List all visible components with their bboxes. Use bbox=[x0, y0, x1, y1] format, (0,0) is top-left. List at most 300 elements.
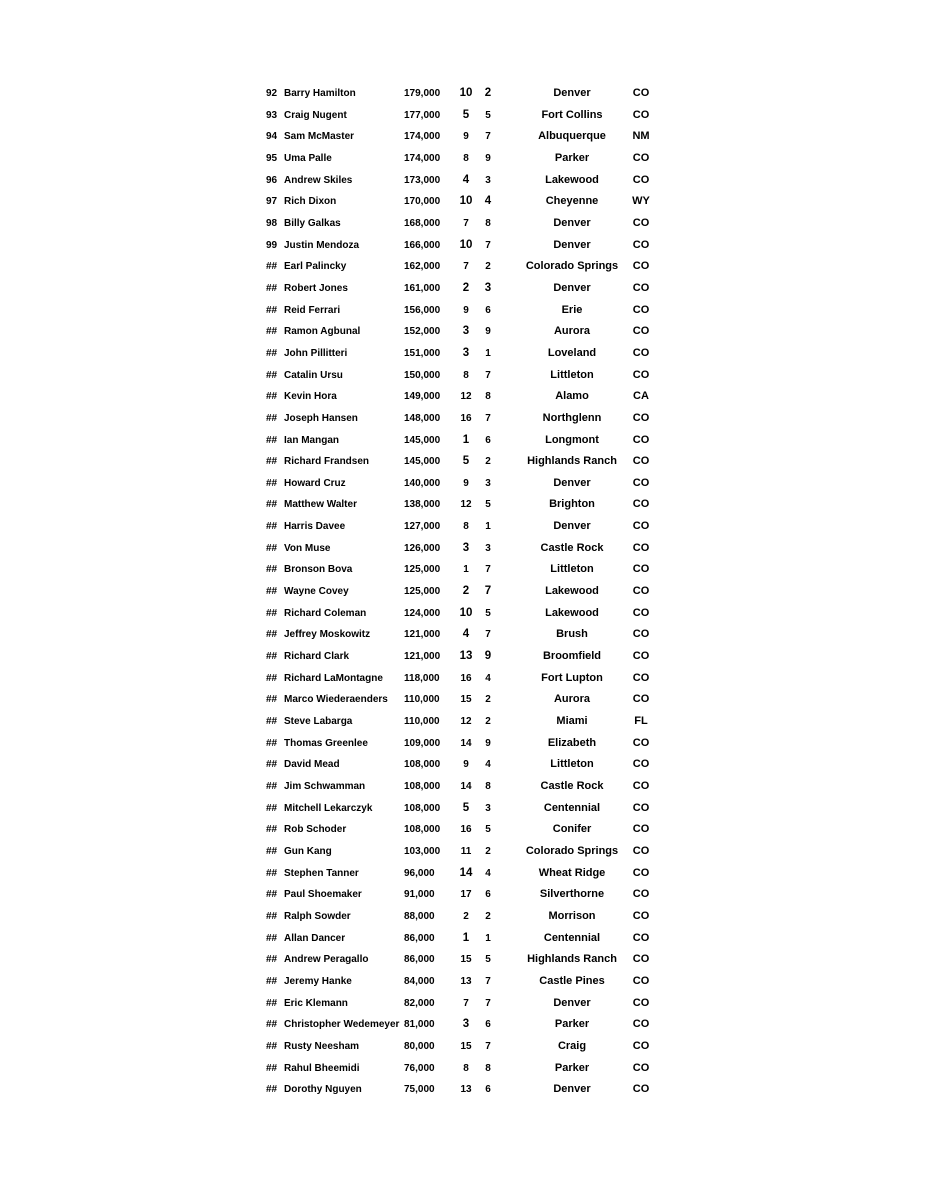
table-row bbox=[0, 971, 927, 993]
name-cell: Kevin Hora bbox=[284, 391, 337, 403]
count-b-cell: 2 bbox=[485, 910, 491, 922]
count-b-cell: 8 bbox=[485, 781, 491, 792]
rank-cell: ## bbox=[266, 629, 278, 641]
count-a-cell: 10 bbox=[459, 195, 473, 208]
city-cell: Highlands Ranch bbox=[527, 953, 617, 966]
name-cell: Barry Hamilton bbox=[284, 88, 356, 99]
table-row bbox=[0, 711, 927, 733]
amount-cell: 138,000 bbox=[404, 499, 441, 511]
count-a-cell: 7 bbox=[463, 217, 469, 229]
count-b-cell: 2 bbox=[485, 845, 491, 857]
amount-cell: 81,000 bbox=[404, 1019, 435, 1031]
count-b-cell: 7 bbox=[485, 412, 491, 424]
count-b-cell: 7 bbox=[485, 1040, 491, 1052]
count-b-cell: 8 bbox=[485, 1062, 491, 1074]
count-b-cell: 1 bbox=[485, 521, 491, 533]
count-a-cell: 9 bbox=[463, 759, 469, 771]
count-a-cell: 12 bbox=[460, 499, 472, 511]
rank-cell: ## bbox=[266, 477, 278, 489]
count-a-cell: 17 bbox=[460, 889, 472, 901]
state-cell: CO bbox=[632, 455, 650, 468]
ranking-table bbox=[0, 83, 927, 1101]
rank-cell: ## bbox=[266, 997, 278, 1009]
amount-cell: 96,000 bbox=[404, 867, 435, 879]
state-cell: CO bbox=[632, 563, 650, 576]
state-cell: CO bbox=[632, 433, 650, 446]
name-cell: Marco Wiederaenders bbox=[284, 694, 388, 706]
rank-cell: 94 bbox=[266, 131, 278, 143]
city-cell: Alamo bbox=[555, 390, 589, 403]
table-row bbox=[0, 386, 927, 408]
name-cell: Andrew Peragallo bbox=[284, 954, 369, 966]
count-b-cell: 6 bbox=[485, 434, 491, 446]
count-a-cell: 4 bbox=[462, 173, 470, 186]
name-cell: David Mead bbox=[284, 759, 340, 771]
name-cell: Stephen Tanner bbox=[284, 867, 359, 879]
count-a-cell: 2 bbox=[462, 585, 470, 598]
amount-cell: 91,000 bbox=[404, 889, 435, 901]
name-cell: Reid Ferrari bbox=[284, 304, 341, 316]
count-b-cell: 1 bbox=[485, 932, 491, 944]
count-a-cell: 1 bbox=[462, 931, 470, 944]
state-cell: CO bbox=[632, 736, 650, 749]
state-cell: CO bbox=[632, 1018, 650, 1031]
name-cell: Allan Dancer bbox=[284, 932, 346, 944]
count-b-cell: 7 bbox=[485, 239, 491, 251]
rank-cell: ## bbox=[266, 456, 278, 468]
count-a-cell: 16 bbox=[460, 412, 472, 424]
state-cell: CO bbox=[632, 953, 650, 966]
amount-cell: 88,000 bbox=[404, 910, 435, 922]
table-row bbox=[0, 538, 927, 560]
rank-cell: ## bbox=[266, 434, 278, 446]
state-cell: FL bbox=[634, 715, 648, 728]
count-b-cell: 1 bbox=[485, 347, 491, 359]
amount-cell: 118,000 bbox=[404, 672, 440, 684]
name-cell: Steve Labarga bbox=[284, 716, 353, 728]
table-row bbox=[0, 733, 927, 755]
table-row bbox=[0, 343, 927, 365]
count-b-cell: 7 bbox=[485, 629, 491, 641]
city-cell: Elizabeth bbox=[547, 736, 597, 749]
city-cell: Denver bbox=[553, 476, 591, 489]
amount-cell: 75,000 bbox=[404, 1084, 435, 1096]
count-b-cell: 7 bbox=[485, 997, 491, 1009]
city-cell: Colorado Springs bbox=[525, 844, 619, 857]
amount-cell: 108,000 bbox=[404, 824, 441, 836]
city-cell: Centennial bbox=[543, 931, 601, 944]
count-b-cell: 4 bbox=[485, 672, 491, 684]
table-row bbox=[0, 819, 927, 841]
amount-cell: 149,000 bbox=[404, 391, 441, 403]
city-cell: Castle Rock bbox=[540, 541, 604, 554]
rank-cell: ## bbox=[266, 1062, 278, 1074]
name-cell: Mitchell Lekarczyk bbox=[284, 802, 373, 814]
name-cell: Harris Davee bbox=[284, 521, 346, 533]
city-cell: Fort Lupton bbox=[541, 671, 603, 684]
count-b-cell: 7 bbox=[485, 131, 491, 143]
rank-cell: ## bbox=[266, 542, 278, 554]
state-cell: CO bbox=[632, 303, 650, 316]
amount-cell: 80,000 bbox=[404, 1040, 435, 1052]
table-row bbox=[0, 689, 927, 711]
count-a-cell: 11 bbox=[460, 845, 472, 857]
rank-cell: ## bbox=[266, 347, 278, 359]
city-cell: Brush bbox=[556, 628, 588, 641]
name-cell: Rich Dixon bbox=[284, 196, 337, 208]
name-cell: Richard LaMontagne bbox=[284, 672, 383, 684]
amount-cell: 145,000 bbox=[404, 456, 441, 468]
amount-cell: 108,000 bbox=[404, 781, 441, 792]
name-cell: Joseph Hansen bbox=[284, 412, 358, 424]
count-b-cell: 7 bbox=[485, 564, 491, 576]
name-cell: Christopher Wedemeyer bbox=[284, 1019, 400, 1031]
state-cell: CO bbox=[632, 758, 650, 771]
count-a-cell: 5 bbox=[462, 108, 470, 121]
city-cell: Denver bbox=[553, 281, 591, 294]
state-cell: CA bbox=[633, 390, 649, 403]
name-cell: Billy Galkas bbox=[284, 217, 341, 229]
state-cell: CO bbox=[632, 931, 650, 944]
name-cell: Rahul Bheemidi bbox=[284, 1062, 360, 1074]
name-cell: Ian Mangan bbox=[284, 434, 340, 446]
name-cell: Bronson Bova bbox=[284, 564, 353, 576]
rank-cell: ## bbox=[266, 1019, 278, 1031]
amount-cell: 151,000 bbox=[404, 347, 441, 359]
state-cell: CO bbox=[632, 1061, 650, 1074]
city-cell: Brighton bbox=[549, 498, 595, 511]
city-cell: Aurora bbox=[553, 325, 591, 338]
name-cell: Howard Cruz bbox=[284, 477, 346, 489]
table-row bbox=[0, 1058, 927, 1080]
count-b-cell: 7 bbox=[485, 369, 491, 381]
state-cell: CO bbox=[632, 541, 650, 554]
count-b-cell: 5 bbox=[485, 499, 491, 511]
amount-cell: 173,000 bbox=[404, 174, 441, 186]
count-b-cell: 3 bbox=[485, 542, 491, 554]
count-a-cell: 14 bbox=[459, 866, 473, 879]
amount-cell: 145,000 bbox=[404, 434, 441, 446]
table-row bbox=[0, 300, 927, 322]
table-row bbox=[0, 798, 927, 820]
table-row bbox=[0, 646, 927, 668]
table-row bbox=[0, 83, 927, 105]
count-a-cell: 15 bbox=[460, 1040, 472, 1052]
rank-cell: ## bbox=[266, 651, 278, 663]
table-row bbox=[0, 321, 927, 343]
name-cell: Gun Kang bbox=[284, 845, 332, 857]
city-cell: Denver bbox=[553, 87, 591, 99]
amount-cell: 174,000 bbox=[404, 131, 441, 143]
city-cell: Longmont bbox=[545, 433, 599, 446]
table-row bbox=[0, 559, 927, 581]
rank-cell: ## bbox=[266, 672, 278, 684]
count-a-cell: 3 bbox=[462, 1018, 470, 1031]
count-b-cell: 2 bbox=[485, 261, 491, 273]
count-b-cell: 8 bbox=[485, 217, 491, 229]
city-cell: Wheat Ridge bbox=[538, 866, 606, 879]
name-cell: Richard Clark bbox=[284, 651, 350, 663]
city-cell: Morrison bbox=[548, 909, 596, 922]
city-cell: Castle Rock bbox=[540, 780, 604, 792]
amount-cell: 179,000 bbox=[404, 88, 441, 99]
state-cell: CO bbox=[632, 671, 650, 684]
name-cell: Dorothy Nguyen bbox=[284, 1084, 362, 1096]
amount-cell: 124,000 bbox=[404, 607, 441, 619]
count-b-cell: 9 bbox=[485, 326, 491, 338]
count-b-cell: 4 bbox=[484, 195, 492, 208]
count-b-cell: 3 bbox=[485, 802, 491, 814]
count-a-cell: 16 bbox=[460, 824, 472, 836]
count-a-cell: 12 bbox=[460, 716, 472, 728]
count-a-cell: 9 bbox=[463, 131, 469, 143]
count-a-cell: 14 bbox=[460, 737, 472, 749]
state-cell: CO bbox=[632, 996, 650, 1009]
city-cell: Conifer bbox=[552, 823, 592, 836]
rank-cell: ## bbox=[266, 694, 278, 706]
table-row bbox=[0, 235, 927, 257]
name-cell: Craig Nugent bbox=[284, 109, 347, 121]
amount-cell: 174,000 bbox=[404, 152, 441, 164]
rank-cell: ## bbox=[266, 391, 278, 403]
city-cell: Denver bbox=[553, 520, 591, 533]
count-b-cell: 5 bbox=[485, 607, 491, 619]
table-row bbox=[0, 105, 927, 127]
state-cell: CO bbox=[632, 780, 650, 792]
state-cell: CO bbox=[632, 693, 650, 706]
state-cell: CO bbox=[632, 238, 650, 251]
count-b-cell: 5 bbox=[485, 954, 491, 966]
state-cell: CO bbox=[632, 151, 650, 164]
city-cell: Littleton bbox=[550, 758, 594, 771]
rank-cell: ## bbox=[266, 369, 278, 381]
name-cell: Andrew Skiles bbox=[284, 174, 353, 186]
count-a-cell: 14 bbox=[460, 781, 472, 792]
table-row bbox=[0, 126, 927, 148]
count-a-cell: 13 bbox=[460, 975, 472, 987]
count-a-cell: 3 bbox=[462, 541, 470, 554]
state-cell: CO bbox=[632, 108, 650, 121]
table-row bbox=[0, 603, 927, 625]
count-b-cell: 5 bbox=[485, 109, 491, 121]
name-cell: Richard Coleman bbox=[284, 607, 367, 619]
count-a-cell: 8 bbox=[463, 1062, 469, 1074]
table-row bbox=[0, 581, 927, 603]
table-row bbox=[0, 148, 927, 170]
name-cell: Jeremy Hanke bbox=[284, 975, 352, 987]
name-cell: Rusty Neesham bbox=[284, 1040, 360, 1052]
table-row bbox=[0, 213, 927, 235]
table-row bbox=[0, 668, 927, 690]
count-b-cell: 6 bbox=[485, 889, 491, 901]
rank-cell: ## bbox=[266, 910, 278, 922]
amount-cell: 166,000 bbox=[404, 239, 441, 251]
state-cell: CO bbox=[632, 1083, 650, 1096]
count-a-cell: 7 bbox=[463, 997, 469, 1009]
amount-cell: 103,000 bbox=[404, 845, 441, 857]
table-row bbox=[0, 863, 927, 885]
amount-cell: 110,000 bbox=[404, 716, 440, 728]
rank-cell: ## bbox=[266, 607, 278, 619]
name-cell: Ralph Sowder bbox=[284, 910, 351, 922]
amount-cell: 161,000 bbox=[404, 282, 441, 294]
city-cell: Silverthorne bbox=[539, 888, 605, 901]
count-b-cell: 6 bbox=[485, 304, 491, 316]
rank-cell: ## bbox=[266, 716, 278, 728]
amount-cell: 150,000 bbox=[404, 369, 441, 381]
count-a-cell: 3 bbox=[462, 346, 470, 359]
rank-cell: ## bbox=[266, 824, 278, 836]
rank-cell: ## bbox=[266, 1084, 278, 1096]
state-cell: CO bbox=[632, 498, 650, 511]
amount-cell: 140,000 bbox=[404, 477, 441, 489]
city-cell: Centennial bbox=[543, 801, 601, 814]
count-a-cell: 15 bbox=[460, 694, 472, 706]
count-b-cell: 6 bbox=[485, 1019, 491, 1031]
count-b-cell: 7 bbox=[485, 975, 491, 987]
count-a-cell: 4 bbox=[462, 628, 470, 641]
name-cell: Von Muse bbox=[284, 542, 331, 554]
amount-cell: 121,000 bbox=[404, 629, 441, 641]
city-cell: Lakewood bbox=[545, 606, 599, 619]
name-cell: Sam McMaster bbox=[284, 131, 355, 143]
count-a-cell: 13 bbox=[460, 1084, 472, 1096]
state-cell: CO bbox=[632, 520, 650, 533]
state-cell: CO bbox=[632, 909, 650, 922]
name-cell: Thomas Greenlee bbox=[284, 737, 368, 749]
rank-cell: ## bbox=[266, 499, 278, 511]
state-cell: CO bbox=[632, 325, 650, 338]
city-cell: Parker bbox=[554, 1018, 590, 1031]
amount-cell: 84,000 bbox=[404, 975, 435, 987]
count-a-cell: 8 bbox=[463, 369, 469, 381]
rank-cell: 95 bbox=[266, 152, 278, 164]
rank-cell: ## bbox=[266, 261, 278, 273]
table-row bbox=[0, 624, 927, 646]
rank-cell: ## bbox=[266, 975, 278, 987]
table-row bbox=[0, 365, 927, 387]
amount-cell: 126,000 bbox=[404, 542, 441, 554]
rank-cell: ## bbox=[266, 845, 278, 857]
name-cell: Ramon Agbunal bbox=[284, 326, 361, 338]
amount-cell: 162,000 bbox=[404, 261, 441, 273]
count-a-cell: 8 bbox=[463, 152, 469, 164]
rank-cell: ## bbox=[266, 304, 278, 316]
rank-cell: ## bbox=[266, 954, 278, 966]
count-b-cell: 3 bbox=[485, 174, 491, 186]
name-cell: Catalin Ursu bbox=[284, 369, 343, 381]
state-cell: CO bbox=[632, 866, 650, 879]
amount-cell: 152,000 bbox=[404, 326, 441, 338]
count-a-cell: 5 bbox=[462, 455, 470, 468]
table-row bbox=[0, 516, 927, 538]
name-cell: Uma Palle bbox=[284, 152, 332, 164]
table-row bbox=[0, 949, 927, 971]
count-b-cell: 3 bbox=[484, 281, 492, 294]
city-cell: Northglenn bbox=[542, 411, 602, 424]
count-b-cell: 2 bbox=[485, 456, 491, 468]
count-b-cell: 9 bbox=[484, 650, 492, 663]
city-cell: Denver bbox=[553, 1083, 591, 1096]
amount-cell: 148,000 bbox=[404, 412, 441, 424]
city-cell: Craig bbox=[557, 1039, 587, 1052]
amount-cell: 121,000 bbox=[404, 651, 441, 663]
city-cell: Albuquerque bbox=[538, 130, 606, 143]
city-cell: Littleton bbox=[550, 368, 594, 381]
count-b-cell: 8 bbox=[485, 391, 491, 403]
count-a-cell: 1 bbox=[463, 564, 469, 576]
city-cell: Colorado Springs bbox=[525, 260, 619, 273]
state-cell: CO bbox=[632, 888, 650, 901]
name-cell: Rob Schoder bbox=[284, 824, 347, 836]
table-row bbox=[0, 754, 927, 776]
amount-cell: 125,000 bbox=[404, 564, 441, 576]
rank-cell: ## bbox=[266, 889, 278, 901]
table-row bbox=[0, 1079, 927, 1101]
name-cell: Richard Frandsen bbox=[284, 456, 370, 468]
count-b-cell: 5 bbox=[485, 824, 491, 836]
state-cell: CO bbox=[632, 346, 650, 359]
amount-cell: 82,000 bbox=[404, 997, 435, 1009]
state-cell: CO bbox=[632, 216, 650, 229]
count-a-cell: 10 bbox=[459, 87, 473, 99]
city-cell: Denver bbox=[553, 996, 591, 1009]
amount-cell: 156,000 bbox=[404, 304, 441, 316]
count-a-cell: 10 bbox=[459, 238, 473, 251]
amount-cell: 86,000 bbox=[404, 954, 435, 966]
table-row bbox=[0, 278, 927, 300]
state-cell: CO bbox=[632, 87, 650, 99]
state-cell: CO bbox=[632, 585, 650, 598]
rank-cell: ## bbox=[266, 802, 278, 814]
count-b-cell: 3 bbox=[485, 477, 491, 489]
state-cell: CO bbox=[632, 1039, 650, 1052]
city-cell: Aurora bbox=[553, 693, 591, 706]
rank-cell: ## bbox=[266, 932, 278, 944]
table-row bbox=[0, 906, 927, 928]
rank-cell: ## bbox=[266, 781, 278, 792]
city-cell: Denver bbox=[553, 216, 591, 229]
rank-cell: ## bbox=[266, 867, 278, 879]
name-cell: Jim Schwamman bbox=[284, 781, 366, 792]
count-b-cell: 9 bbox=[485, 152, 491, 164]
rank-cell: ## bbox=[266, 326, 278, 338]
amount-cell: 109,000 bbox=[404, 737, 441, 749]
count-b-cell: 7 bbox=[484, 585, 492, 598]
table-row bbox=[0, 884, 927, 906]
name-cell: Paul Shoemaker bbox=[284, 889, 362, 901]
table-row bbox=[0, 1036, 927, 1058]
count-a-cell: 8 bbox=[463, 521, 469, 533]
state-cell: CO bbox=[632, 844, 650, 857]
amount-cell: 86,000 bbox=[404, 932, 435, 944]
state-cell: CO bbox=[632, 411, 650, 424]
state-cell: CO bbox=[632, 368, 650, 381]
name-cell: Wayne Covey bbox=[284, 586, 349, 598]
amount-cell: 177,000 bbox=[404, 109, 441, 121]
city-cell: Littleton bbox=[550, 563, 594, 576]
city-cell: Parker bbox=[554, 151, 590, 164]
amount-cell: 127,000 bbox=[404, 521, 441, 533]
table-row bbox=[0, 473, 927, 495]
count-a-cell: 3 bbox=[462, 325, 470, 338]
amount-cell: 168,000 bbox=[404, 217, 441, 229]
table-row bbox=[0, 928, 927, 950]
table-row bbox=[0, 408, 927, 430]
state-cell: CO bbox=[632, 823, 650, 836]
count-b-cell: 2 bbox=[484, 87, 492, 99]
city-cell: Fort Collins bbox=[541, 108, 603, 121]
